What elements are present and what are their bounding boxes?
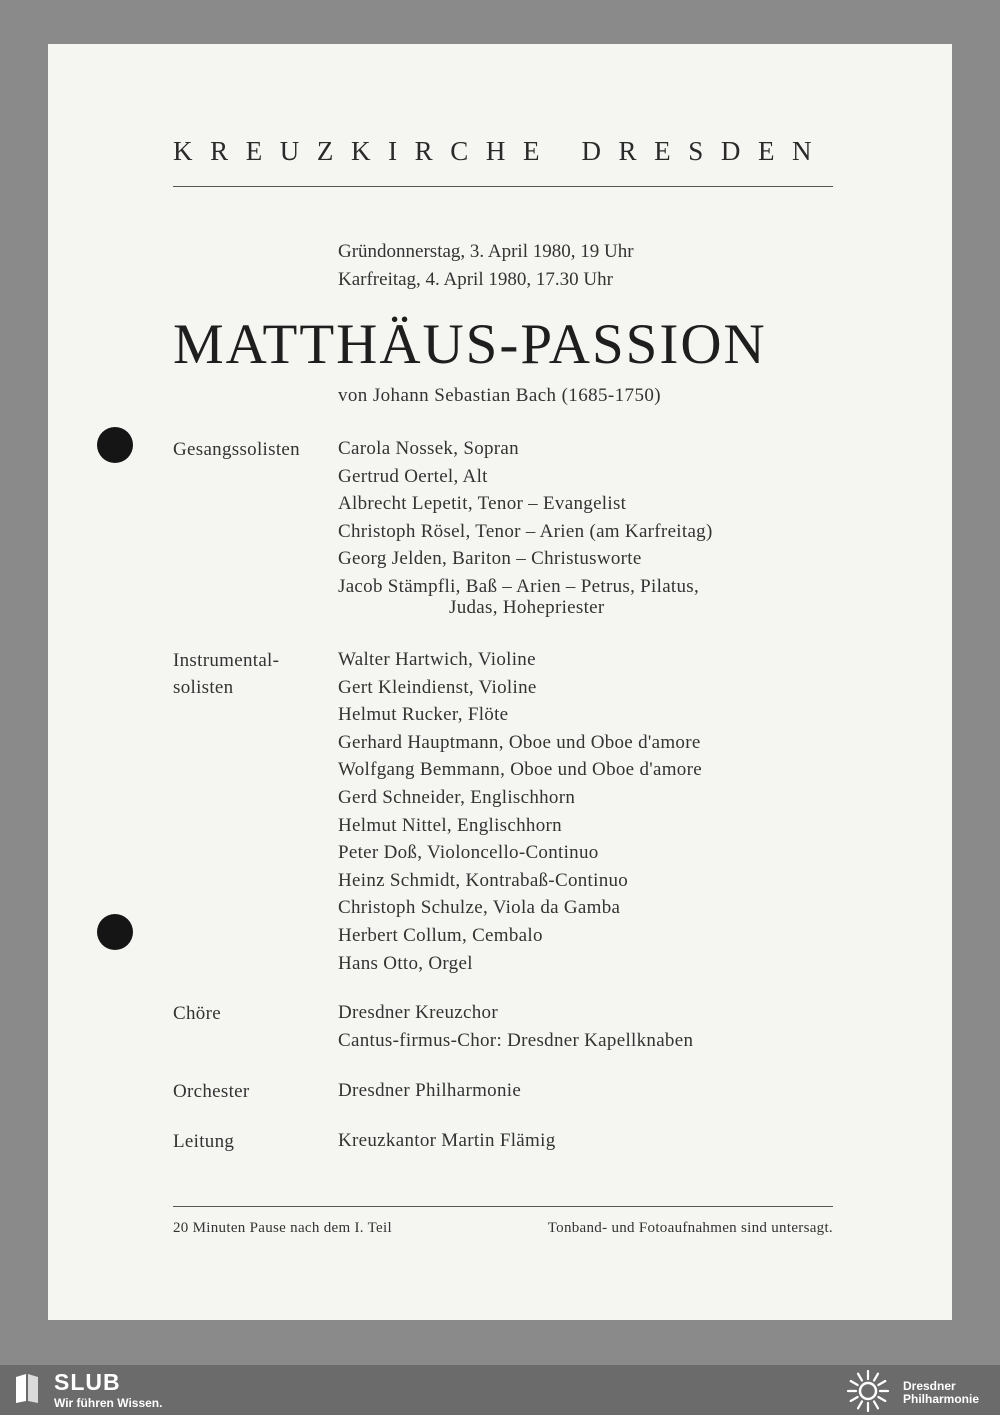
performance-dates bbox=[338, 238, 634, 294]
footer-recording-note: Tonband- und Fotoaufnahmen sind untersagt. bbox=[547, 1220, 833, 1236]
list-item: Kreuzkantor Martin Flämig bbox=[338, 1130, 556, 1151]
list-item: Carola Nossek, Sopran bbox=[338, 438, 519, 459]
direction-list bbox=[338, 1127, 556, 1155]
book-icon bbox=[14, 1373, 40, 1403]
label-line-2: solisten bbox=[173, 677, 234, 698]
list-item: Gert Kleindienst, Violine bbox=[338, 676, 537, 698]
venue-header: KREUZKIRCHE DRESDEN bbox=[173, 136, 830, 166]
punch-hole bbox=[97, 914, 133, 950]
philharmonie-logo-text bbox=[903, 1380, 979, 1406]
bottom-divider bbox=[173, 1206, 833, 1207]
date-line-1: Gründonnerstag, 3. April 1980, 19 Uhr bbox=[338, 241, 634, 262]
list-item: Christoph Schulze, Viola da Gamba bbox=[338, 897, 621, 919]
work-title: MATTHÄUS-PASSION bbox=[173, 313, 767, 376]
list-item: Hans Otto, Orgel bbox=[338, 952, 473, 974]
footer-bar bbox=[0, 1365, 1000, 1415]
list-item: Helmut Rucker, Flöte bbox=[338, 704, 509, 726]
section-label-orchestra: Orchester bbox=[173, 1081, 250, 1102]
section-label-choirs: Chöre bbox=[173, 1003, 221, 1024]
section-label-vocal-soloists: Gesangssolisten bbox=[173, 439, 300, 460]
program-sheet bbox=[48, 44, 952, 1320]
footer-intermission-note: 20 Minuten Pause nach dem I. Teil bbox=[173, 1220, 392, 1236]
list-item: Gerhard Hauptmann, Oboe und Oboe d'amore bbox=[338, 731, 701, 753]
list-item: Cantus-firmus-Chor: Dresdner Kapellknaben bbox=[338, 1029, 694, 1051]
composer-line: von Johann Sebastian Bach (1685-1750) bbox=[338, 385, 661, 406]
philharmonie-logo-line-1: Dresdner bbox=[903, 1379, 956, 1393]
list-item: Gerd Schneider, Englischhorn bbox=[338, 786, 576, 808]
list-item: Walter Hartwich, Violine bbox=[338, 649, 536, 670]
list-item: Heinz Schmidt, Kontrabaß-Continuo bbox=[338, 869, 629, 891]
list-item: Herbert Collum, Cembalo bbox=[338, 924, 543, 946]
date-line-2: Karfreitag, 4. April 1980, 17.30 Uhr bbox=[338, 269, 613, 290]
slub-logo-tagline: Wir führen Wissen. bbox=[54, 1396, 163, 1410]
list-item: Gertrud Oertel, Alt bbox=[338, 465, 488, 487]
label-line-1: Instrumental- bbox=[173, 650, 280, 671]
choirs-list bbox=[338, 999, 693, 1054]
list-item: Georg Jelden, Bariton – Christusworte bbox=[338, 548, 642, 570]
list-item: Helmut Nittel, Englischhorn bbox=[338, 814, 562, 836]
sunburst-logo-icon bbox=[842, 1369, 894, 1413]
orchestra-list bbox=[338, 1077, 521, 1105]
list-item: Jacob Stämpfli, Baß – Arien – Petrus, Pilatus, bbox=[338, 575, 700, 597]
list-item: Peter Doß, Violoncello-Continuo bbox=[338, 842, 599, 864]
instrumental-soloists-list bbox=[338, 646, 702, 977]
list-item: Christoph Rösel, Tenor – Arien (am Karfreitag) bbox=[338, 520, 713, 542]
vocal-soloists-list bbox=[338, 435, 713, 619]
list-item-continuation: Judas, Hohepriester bbox=[449, 596, 605, 618]
top-divider bbox=[173, 186, 833, 187]
list-item: Wolfgang Bemmann, Oboe und Oboe d'amore bbox=[338, 759, 702, 781]
list-item: Albrecht Lepetit, Tenor – Evangelist bbox=[338, 493, 627, 515]
list-item: Dresdner Philharmonie bbox=[338, 1080, 522, 1101]
section-label-instrumental-soloists bbox=[173, 647, 279, 701]
philharmonie-logo-line-2: Philharmonie bbox=[903, 1392, 980, 1406]
section-label-direction: Leitung bbox=[173, 1131, 235, 1152]
punch-hole bbox=[97, 427, 133, 463]
list-item: Dresdner Kreuzchor bbox=[338, 1002, 498, 1023]
slub-logo-name: SLUB bbox=[54, 1369, 121, 1395]
